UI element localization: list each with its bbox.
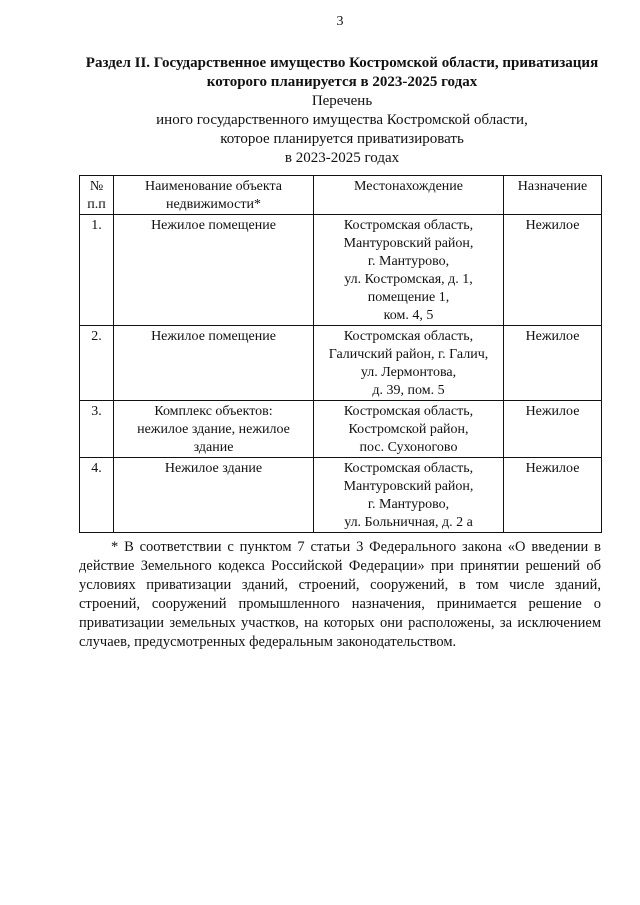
cell-location	[314, 326, 504, 401]
header-purpose	[504, 176, 602, 215]
row-location: Костромская область, Мантуровский район, г. Мантурово, ул. Больничная, д. 2 а	[343, 461, 474, 530]
row-name: Нежилое помещение	[151, 218, 276, 233]
cell-location	[314, 215, 504, 326]
cell-name	[114, 326, 314, 401]
row-location: Костромская область, Костромской район, пос. Сухоногово	[343, 404, 474, 455]
table-row	[80, 215, 602, 326]
cell-num	[80, 458, 114, 533]
header-num-label: № п.п	[87, 179, 106, 212]
footnote: * В соответствии с пунктом 7 статьи 3 Федерального закона «О введении в действие Земельного кодекса Российской Федерации» при принятии решений об условиях приватизации зданий, строений, сооружений, в том числе зданий, строений, сооружений промышленного назначения, принимается решение о приватизации земельных участков, на которых они расположены, за исключением случаев, предусмотренных федеральным законодательством.	[79, 539, 601, 650]
section-title-line-1: Раздел II. Государственное имущество Костромской области, приватизация	[85, 55, 599, 71]
cell-purpose	[504, 458, 602, 533]
row-purpose: Нежилое	[525, 404, 580, 419]
header-name	[114, 176, 314, 215]
row-location: Костромская область, Мантуровский район, г. Мантурово, ул. Костромская, д. 1, помещение 1, ком. 4, 5	[343, 218, 474, 323]
header-purpose-label: Назначение	[517, 179, 588, 194]
section-title-line-2: которого планируется в 2023-2025 годах	[206, 74, 478, 90]
table-row	[80, 458, 602, 533]
header-num	[80, 176, 114, 215]
table-row	[80, 401, 602, 458]
property-table	[79, 175, 602, 533]
header-location	[314, 176, 504, 215]
list-title	[72, 92, 612, 168]
cell-purpose	[504, 215, 602, 326]
cell-num	[80, 326, 114, 401]
table-header-row	[80, 176, 602, 215]
list-title-line-1: Перечень	[311, 93, 373, 109]
header-location-label: Местонахождение	[353, 179, 463, 194]
cell-name	[114, 401, 314, 458]
list-title-line-2: иного государственного имущества Костромской области,	[156, 112, 528, 128]
row-location: Костромская область, Галичский район, г. Галич, ул. Лермонтова, д. 39, пом. 5	[328, 329, 489, 398]
cell-name	[114, 458, 314, 533]
row-name: Нежилое здание	[164, 461, 263, 476]
row-purpose: Нежилое	[525, 218, 580, 233]
row-num: 4.	[91, 461, 102, 476]
cell-location	[314, 401, 504, 458]
cell-location	[314, 458, 504, 533]
cell-purpose	[504, 326, 602, 401]
section-title	[72, 54, 612, 92]
row-name: Комплекс объектов: нежилое здание, нежилое здание	[137, 404, 290, 455]
cell-name	[114, 215, 314, 326]
row-num: 2.	[91, 329, 102, 344]
table-row	[80, 326, 602, 401]
cell-num	[80, 401, 114, 458]
document-heading	[72, 54, 612, 168]
row-purpose: Нежилое	[525, 461, 580, 476]
row-name: Нежилое помещение	[151, 329, 276, 344]
row-num: 1.	[91, 218, 102, 233]
cell-num	[80, 215, 114, 326]
list-title-line-4: в 2023-2025 годах	[284, 150, 400, 166]
row-num: 3.	[91, 404, 102, 419]
page-number: 3	[336, 14, 344, 29]
row-purpose: Нежилое	[525, 329, 580, 344]
header-name-label: Наименование объекта недвижимости*	[144, 179, 283, 212]
cell-purpose	[504, 401, 602, 458]
list-title-line-3: которое планируется приватизировать	[220, 131, 464, 147]
